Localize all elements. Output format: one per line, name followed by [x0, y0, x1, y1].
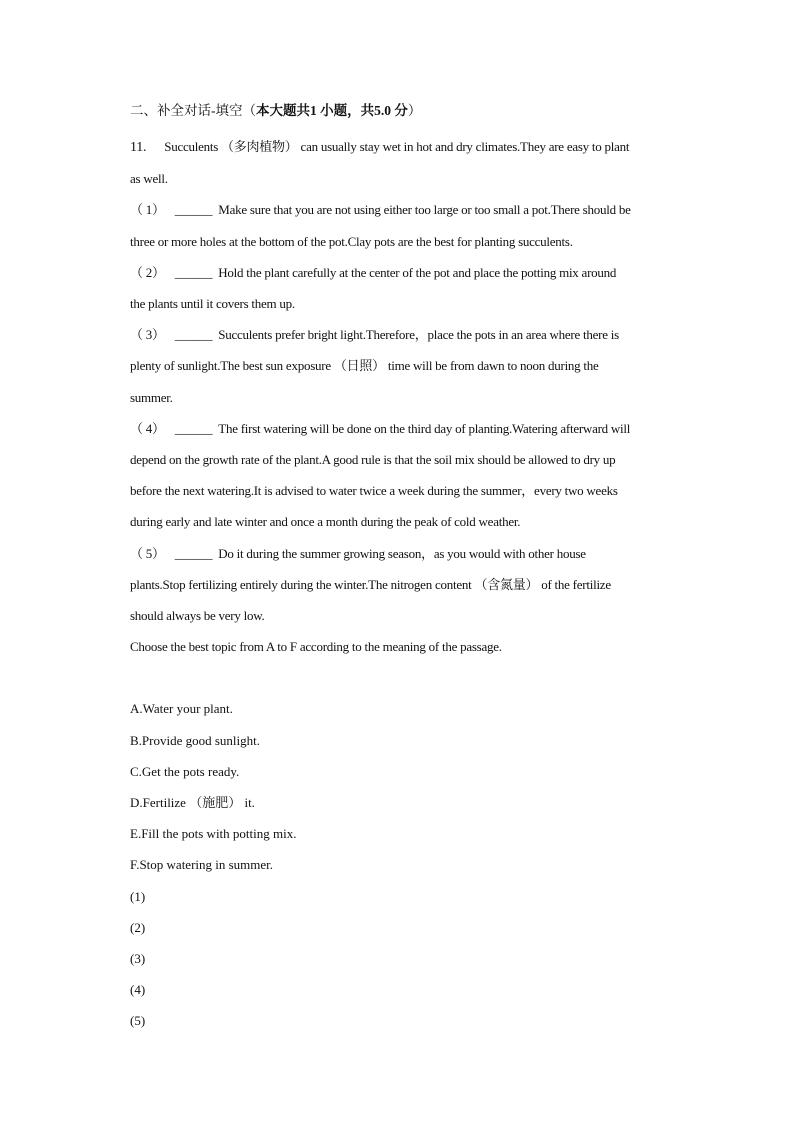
item-5-text-1: Do it during the summer growing season，as you would with other house	[218, 545, 586, 561]
answer-slot-3: (3)	[130, 951, 146, 967]
question-intro-text-1: Succulents （多肉植物） can usually stay wet in hot and dry climates.They are easy to plant	[164, 139, 630, 154]
item-5-line-1	[130, 538, 695, 569]
question-number: 11.	[130, 140, 147, 155]
item-4-line-4: during early and late winter and once a month during the peak of cold weather.	[130, 514, 521, 530]
document-page	[130, 100, 695, 1037]
option-f: F.Stop watering in summer.	[130, 857, 274, 873]
section-heading	[130, 100, 695, 122]
section-heading-info: 本大题共1 小题，共5.0 分	[256, 103, 408, 118]
question-intro-line-2: as well.	[130, 171, 168, 187]
item-5-line-2: plants.Stop fertilizing entirely during the winter.The nitrogen content （含氮量） of the fertilize	[130, 576, 611, 592]
item-1-text-1: Make sure that you are not using either too large or too small a pot.There should be	[218, 202, 631, 218]
item-2-label: （ 2）	[130, 264, 165, 280]
section-heading-suffix: ）	[407, 103, 422, 118]
item-4-line-1	[130, 413, 695, 444]
item-2-line-2: the plants until it covers them up.	[130, 296, 295, 312]
item-3-blank: ______	[174, 327, 213, 343]
answer-slot-4: (4)	[130, 982, 146, 998]
item-5-blank: ______	[174, 545, 213, 561]
item-1-line-1	[130, 194, 695, 225]
option-c: C.Get the pots ready.	[130, 763, 240, 779]
item-3-label: （ 3）	[130, 327, 165, 343]
item-5-label: （ 5）	[130, 545, 165, 561]
option-a: A.Water your plant.	[130, 701, 233, 717]
instruction: Choose the best topic from A to F according to the meaning of the passage.	[130, 639, 502, 655]
item-4-text-1: The first watering will be done on the third day of planting.Watering afterward will	[218, 420, 631, 436]
item-1-line-2: three or more holes at the bottom of the pot.Clay pots are the best for planting succulents.	[130, 233, 573, 249]
item-4-line-3: before the next watering.It is advised to water twice a week during the summer，every two weeks	[130, 483, 618, 499]
option-b: B.Provide good sunlight.	[130, 732, 261, 748]
item-4-line-2: depend on the growth rate of the plant.A good rule is that the soil mix should be allowed to dry up	[130, 452, 616, 468]
item-3-line-1	[130, 319, 695, 350]
answer-slot-2: (2)	[130, 919, 146, 935]
option-d: D.Fertilize （施肥） it.	[130, 795, 255, 811]
item-2-blank: ______	[174, 264, 213, 280]
item-5-line-3: should always be very low.	[130, 608, 265, 624]
blank-spacer	[130, 662, 695, 693]
item-4-blank: ______	[174, 420, 213, 436]
option-e: E.Fill the pots with potting mix.	[130, 826, 297, 842]
answer-slot-5: (5)	[130, 1013, 146, 1029]
answer-slot-1: (1)	[130, 888, 146, 904]
item-4-label: （ 4）	[130, 420, 165, 436]
item-2-text-1: Hold the plant carefully at the center of the pot and place the potting mix around	[218, 264, 617, 280]
item-1-blank: ______	[174, 202, 213, 218]
item-1-label: （ 1）	[130, 202, 165, 218]
item-3-line-3: summer.	[130, 389, 173, 405]
item-2-line-1	[130, 257, 695, 288]
question-intro-line-1	[130, 131, 695, 163]
item-3-text-1: Succulents prefer bright light.Therefore，place the pots in an area where there is	[218, 327, 619, 343]
item-3-line-2: plenty of sunlight.The best sun exposure （日照） time will be from dawn to noon during the	[130, 358, 599, 374]
section-heading-prefix: 二、补全对话-填空（	[130, 103, 256, 118]
